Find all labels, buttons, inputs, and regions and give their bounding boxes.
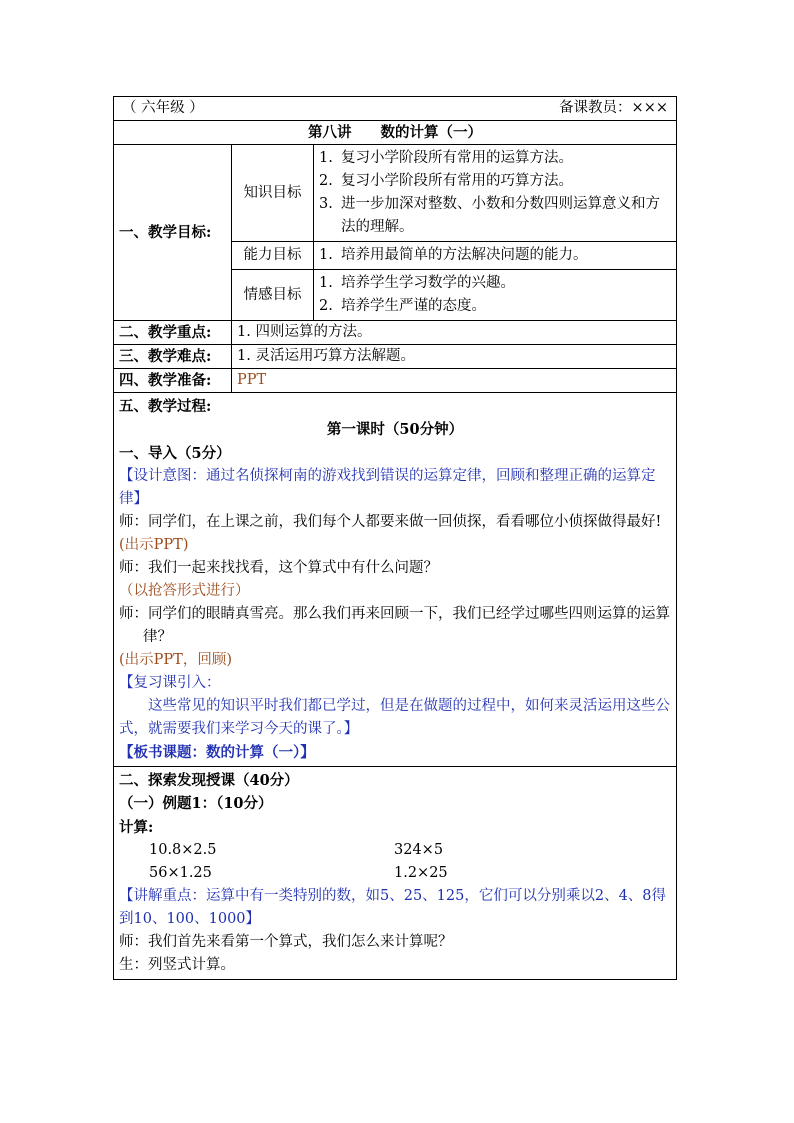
teacher-line-2: 师：我们一起来找找看，这个算式中有什么问题？ bbox=[119, 560, 438, 576]
header-row bbox=[114, 97, 677, 121]
preparation-row bbox=[114, 369, 677, 393]
difficulty-value: 1. 灵活运用巧算方法解题。 bbox=[232, 345, 677, 369]
list-item: 2. 复习小学阶段所有常用的巧算方法。 bbox=[319, 173, 573, 189]
teacher-line-1: 师：同学们，在上课之前，我们每个人都要来做一回侦探，看看哪位小侦探做得最好! bbox=[119, 514, 662, 530]
board-title: 【板书课题：数的计算（一）】 bbox=[119, 744, 315, 761]
preparation-value: PPT bbox=[232, 369, 677, 393]
grade-label: （ 六年级 ） bbox=[122, 100, 204, 116]
student-line-1: 生：列竖式计算。 bbox=[119, 957, 235, 973]
calc-item: 1.2×25 bbox=[394, 865, 448, 881]
calc-item: 324×5 bbox=[394, 842, 444, 858]
objectives-label: 一、教学目标: bbox=[114, 145, 232, 321]
explore-row bbox=[114, 767, 677, 980]
emphasis-note: 【讲解重点：运算中有一类特别的数，如5、25、125，它们可以分别乘以2、4、8得到10、100、1000】 bbox=[119, 888, 667, 927]
quick-answer-note: （以抢答形式进行） bbox=[119, 583, 250, 599]
key-point-label: 二、教学重点: bbox=[114, 321, 232, 345]
calc-item: 56×1.25 bbox=[149, 865, 212, 881]
process-row bbox=[114, 393, 677, 767]
list-item: 1. 培养用最简单的方法解决问题的能力。 bbox=[319, 247, 588, 263]
example-heading: （一）例题1：（10分） bbox=[119, 795, 273, 812]
list-item: 3. 进一步加深对整数、小数和分数四则运算意义和方法的理解。 bbox=[319, 196, 660, 235]
difficulty-label: 三、教学难点: bbox=[114, 345, 232, 369]
lesson-title: 第八讲 数的计算（一） bbox=[114, 121, 677, 145]
knowledge-items bbox=[314, 145, 677, 242]
teacher-line-4: 师：我们首先来看第一个算式，我们怎么来计算呢？ bbox=[119, 934, 453, 950]
title-row bbox=[114, 121, 677, 145]
ability-label: 能力目标 bbox=[232, 242, 314, 270]
review-label: 【复习课引入： bbox=[119, 675, 221, 691]
process-label: 五、教学过程: bbox=[119, 398, 212, 415]
calc-row bbox=[119, 839, 671, 862]
ability-items bbox=[314, 242, 677, 270]
show-ppt-review-note: (出示PPT，回顾) bbox=[119, 652, 232, 668]
key-point-value: 1. 四则运算的方法。 bbox=[232, 321, 677, 345]
knowledge-label: 知识目标 bbox=[232, 145, 314, 242]
calc-label: 计算: bbox=[119, 819, 154, 836]
list-item: 2. 培养学生严谨的态度。 bbox=[319, 298, 486, 314]
teacher-label: 备课教员：××× bbox=[559, 100, 669, 116]
emotion-label: 情感目标 bbox=[232, 270, 314, 321]
lesson-plan-table bbox=[113, 96, 677, 980]
difficulty-row bbox=[114, 345, 677, 369]
lesson-plan-sheet bbox=[113, 96, 676, 980]
review-text: 这些常见的知识平时我们都已学过，但是在做题的过程中，如何来灵活运用这些公式，就需要我们来学习今天的课了。】 bbox=[119, 698, 670, 737]
key-point-row bbox=[114, 321, 677, 345]
session-title: 第一课时（50分钟） bbox=[326, 421, 464, 438]
calc-row bbox=[119, 862, 671, 885]
design-intent: 【设计意图：通过名侦探柯南的游戏找到错误的运算定律，回顾和整理正确的运算定律】 bbox=[119, 468, 656, 507]
list-item: 1. 培养学生学习数学的兴趣。 bbox=[319, 275, 515, 291]
show-ppt-note: (出示PPT) bbox=[119, 537, 189, 553]
list-item: 1. 复习小学阶段所有常用的运算方法。 bbox=[319, 150, 573, 166]
objective-knowledge-row bbox=[114, 145, 677, 242]
emotion-items bbox=[314, 270, 677, 321]
explore-cell bbox=[114, 767, 677, 980]
explore-heading: 二、探索发现授课（40分） bbox=[119, 772, 299, 789]
process-cell bbox=[114, 393, 677, 767]
preparation-label: 四、教学准备: bbox=[114, 369, 232, 393]
teacher-line-3: 师：同学们的眼睛真雪亮。那么我们再来回顾一下，我们已经学过哪些四则运算的运算律？ bbox=[119, 606, 670, 645]
calc-item: 10.8×2.5 bbox=[149, 842, 217, 858]
intro-heading: 一、导入（5分） bbox=[119, 445, 231, 462]
